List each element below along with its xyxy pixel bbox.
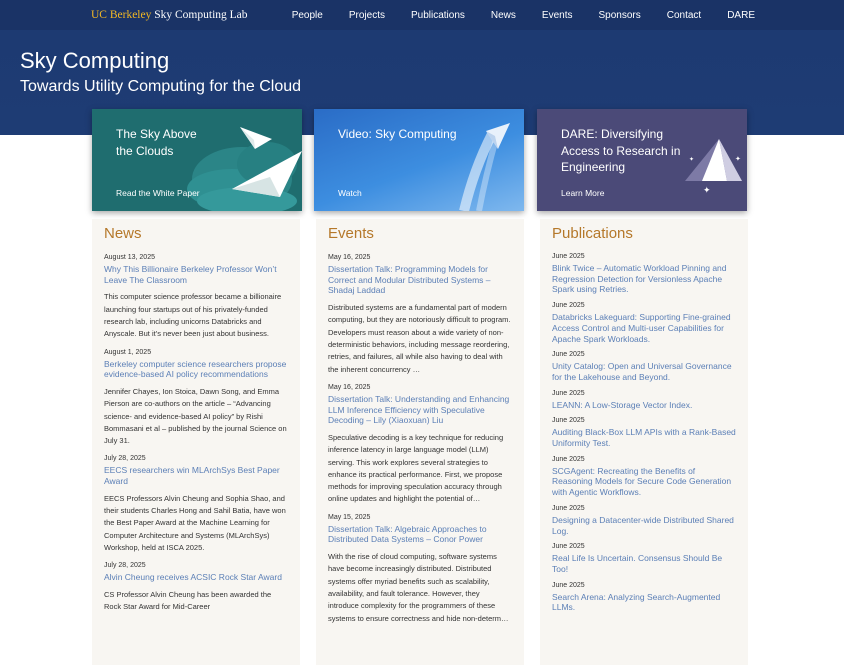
- publication-title-link[interactable]: Auditing Black-Box LLM APIs with a Rank-Based Uniformity Test.: [552, 427, 736, 449]
- logo-uc-berkeley: UC Berkeley: [91, 9, 152, 21]
- events-heading: Events: [328, 225, 374, 242]
- event-title-link[interactable]: Dissertation Talk: Understanding and Enhancing LLM Inference Efficiency with Speculative Decoding – Lily (Xiaoxuan) Liu: [328, 393, 510, 426]
- news-summary: Jennifer Chayes, Ion Stoica, Dawn Song, and Emma Pierson are co-authors on the article – “Advancing science- and evidence-based AI policy” by Rishi Bommasani et al – published by the journal Science on July 31.: [104, 387, 287, 446]
- nav-contact[interactable]: Contact: [666, 9, 702, 21]
- card-white-paper-title: The Sky Above the Clouds: [116, 127, 197, 158]
- news-date: July 28, 2025: [104, 455, 146, 463]
- nav-events[interactable]: Events: [541, 9, 573, 21]
- news-date: August 13, 2025: [104, 254, 155, 261]
- event-item: [328, 514, 512, 625]
- nav-projects[interactable]: Projects: [348, 9, 385, 21]
- event-item: [328, 254, 512, 376]
- nav-sponsors[interactable]: Sponsors: [598, 9, 641, 21]
- news-title-link[interactable]: Berkeley computer science researchers propose evidence-based AI policy recommendations: [104, 358, 287, 380]
- publication-title-link[interactable]: SCGAgent: Recreating the Benefits of Reasoning Models for Secure Code Generation with Agentic Workflows.: [552, 465, 732, 498]
- news-title-link[interactable]: Why This Billionaire Berkeley Professor Won’t Leave The Classroom: [104, 264, 277, 285]
- publications-heading: Publications: [552, 225, 633, 242]
- publication-title-link[interactable]: Search Arena: Analyzing Search-Augmented LLMs.: [552, 591, 721, 613]
- publication-title-link[interactable]: LEANN: A Low-Storage Vector Index.: [552, 399, 693, 410]
- publication-date: June 2025: [552, 351, 585, 359]
- nav-publications[interactable]: Publications: [410, 9, 465, 21]
- card-dare-title: DARE: Diversifying Access to Research in Engineering: [561, 127, 681, 174]
- card-video-link[interactable]: Watch: [338, 188, 362, 198]
- card-white-paper[interactable]: [92, 109, 302, 211]
- publication-item: [552, 505, 736, 536]
- publication-date: June 2025: [552, 302, 585, 310]
- hero-subtitle: Towards Utility Computing for the Cloud: [20, 78, 302, 95]
- event-title-link[interactable]: Dissertation Talk: Programming Models for Correct and Modular Distributed Systems – Shadaj Laddad: [328, 264, 491, 296]
- publication-date: June 2025: [552, 504, 585, 512]
- news-column: [92, 219, 300, 665]
- publication-item: [552, 253, 736, 295]
- publication-date: June 2025: [552, 389, 585, 397]
- card-white-paper-link[interactable]: Read the White Paper: [116, 188, 200, 198]
- event-summary: Distributed systems are a fundamental part of modern computing, but they are notoriously difficult to program. Developers must reason about a wide variety of non-deterministic behaviors, including message reordering, retries, and failures, all while also having to deal with the inherent concurrency …: [328, 303, 511, 374]
- news-item: [104, 254, 288, 341]
- news-date: August 1, 2025: [104, 348, 152, 356]
- publication-item: [552, 351, 736, 382]
- card-video-title: Video: Sky Computing: [338, 127, 457, 141]
- event-summary: Speculative decoding is a key technique for reducing inference latency in large language model (LLM) serving. This work explores several strategies to enhance its practical performance. First, we propose methods for improving speculation accuracy through online updates and highlight the potential of…: [328, 433, 504, 504]
- publication-title-link[interactable]: Databricks Lakeguard: Supporting Fine-grained Access Control and Multi-user Capabilities for Apache Spark Workloads.: [552, 312, 731, 344]
- event-item: [328, 384, 512, 506]
- publication-title-link[interactable]: Blink Twice – Automatic Workload Pinning and Regression Detection for Versionless Apache Spark using Retries.: [552, 263, 727, 295]
- publication-date: June 2025: [552, 543, 585, 551]
- publication-title-link[interactable]: Designing a Datacenter-wide Distributed Shared Log.: [552, 514, 734, 536]
- news-item: [104, 455, 288, 554]
- news-item: [104, 349, 288, 448]
- publication-item: [552, 456, 736, 498]
- publication-date: June 2025: [552, 581, 585, 589]
- logo-lab-name: Sky Computing Lab: [154, 9, 248, 21]
- publication-item: [552, 582, 736, 613]
- nav-dare[interactable]: DARE: [727, 9, 755, 21]
- publications-column: [540, 219, 748, 665]
- event-title-link[interactable]: Dissertation Talk: Algebraic Approaches to Distributed Data Systems – Conor Power: [328, 523, 487, 545]
- publication-date: June 2025: [552, 455, 585, 463]
- main-nav: [266, 0, 755, 30]
- news-item: [104, 562, 288, 613]
- site-logo[interactable]: [91, 9, 248, 21]
- nav-people[interactable]: People: [291, 9, 323, 21]
- news-date: July 28, 2025: [104, 562, 146, 570]
- news-summary: This computer science professor became a billionaire launching four startups out of his privately-funded research lab, including unicorns Databricks and Anyscale. But it’s never been just about business.: [104, 292, 282, 339]
- top-nav-bar: [0, 0, 844, 30]
- svg-text:✦: ✦: [703, 186, 711, 196]
- publication-item: [552, 390, 736, 411]
- news-title-link[interactable]: EECS researchers win MLArchSys Best Paper Award: [104, 465, 280, 487]
- publication-item: [552, 543, 736, 574]
- svg-text:✦: ✦: [735, 155, 741, 163]
- event-date: May 16, 2025: [328, 383, 371, 391]
- nav-news[interactable]: News: [490, 9, 516, 21]
- publication-title-link[interactable]: Real Life Is Uncertain. Consensus Should Be Too!: [552, 553, 723, 574]
- event-summary: With the rise of cloud computing, software systems have become increasingly distributed. Distributed systems offer myriad benefits such as scalability, availability, and fault tolerance. However, they introduce complexity for the programmers of these systems to ensure correctness and hide non-determ…: [328, 552, 509, 623]
- news-summary: CS Professor Alvin Cheung has been awarded the Rock Star Award for Mid-Career: [104, 590, 272, 612]
- events-column: [316, 219, 524, 665]
- publication-title-link[interactable]: Unity Catalog: Open and Universal Governance for the Lakehouse and Beyond.: [552, 361, 732, 382]
- card-dare[interactable]: [537, 109, 747, 211]
- news-heading: News: [104, 225, 142, 242]
- publication-item: [552, 302, 736, 344]
- publication-date: June 2025: [552, 253, 585, 260]
- news-summary: EECS Professors Alvin Cheung and Sophia Shao, and their students Charles Hong and Sahil Batia, have won the Best Paper Award at the Machine Learning for Computer Architecture and Systems (MLArchSys) Workshop, held at ISCA 2025.: [104, 493, 286, 553]
- svg-text:✦: ✦: [689, 156, 695, 163]
- event-date: May 16, 2025: [328, 254, 371, 261]
- card-video[interactable]: [314, 109, 524, 211]
- hero-title: Sky Computing: [20, 48, 170, 73]
- event-date: May 15, 2025: [328, 513, 371, 521]
- card-dare-link[interactable]: Learn More: [561, 188, 605, 198]
- news-title-link[interactable]: Alvin Cheung receives ACSIC Rock Star Award: [104, 572, 282, 583]
- publication-item: [552, 417, 736, 448]
- publication-date: June 2025: [552, 417, 585, 425]
